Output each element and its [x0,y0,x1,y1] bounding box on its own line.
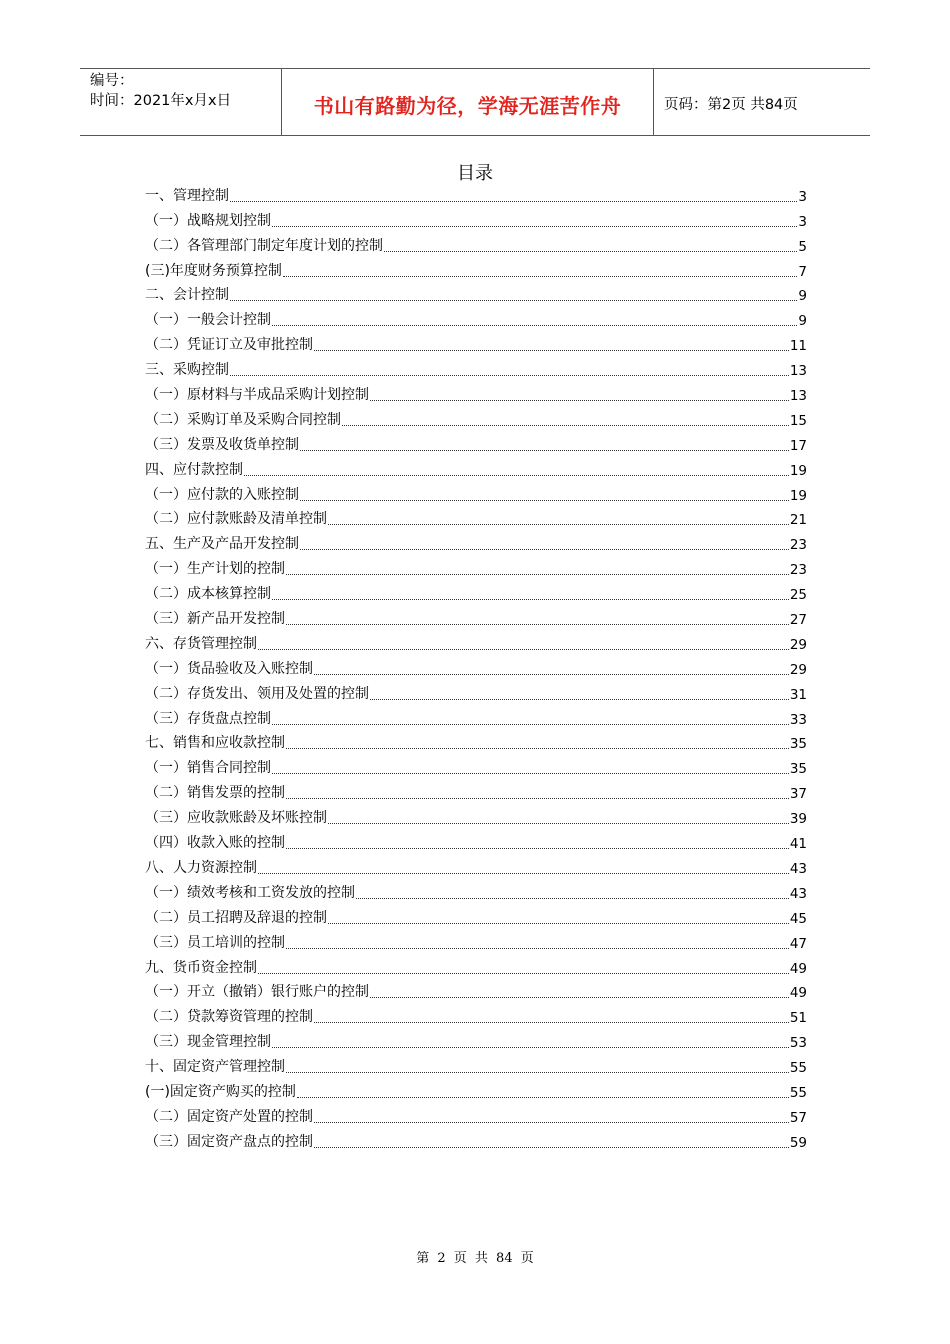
toc-leader-dots [272,598,789,600]
toc-entry-text: （二）员工招聘及辞退的控制 [145,909,327,926]
toc-leader-dots [272,772,789,774]
toc-entry-page: 45 [789,910,807,927]
toc-leader-dots [286,747,789,749]
toc-entry-page: 3 [798,188,807,205]
toc-entry[interactable] [145,358,807,383]
toc-entry-page: 49 [789,985,807,1002]
toc-entry-page: 9 [798,288,807,305]
toc-leader-dots [370,399,789,401]
toc-entry-text: 五、生产及产品开发控制 [145,536,299,553]
toc-entry[interactable] [145,981,807,1006]
toc-entry-page: 53 [789,1035,807,1052]
toc-entry-page: 19 [789,462,807,479]
toc-entry[interactable] [145,881,807,906]
toc-entry-text: （三）新产品开发控制 [145,611,285,628]
toc-entry-text: （二）应付款账龄及清单控制 [145,511,327,528]
toc-entry-page: 25 [789,587,807,604]
toc-entry-text: 七、销售和应收款控制 [145,735,285,752]
toc-entry-text: （二）贷款筹资管理的控制 [145,1009,313,1026]
toc-entry-text: （一）开立（撤销）银行账户的控制 [145,984,369,1001]
toc-entry-text: 十、固定资产管理控制 [145,1059,285,1076]
toc-entry[interactable] [145,433,807,458]
toc-entry[interactable] [145,806,807,831]
toc-entry-page: 21 [789,512,807,529]
toc-entry-text: 九、货币资金控制 [145,959,257,976]
toc-entry-text: （一）销售合同控制 [145,760,271,777]
toc-entry[interactable] [145,383,807,408]
toc-entry-text: （二）各管理部门制定年度计划的控制 [145,237,383,254]
toc-entry-text: 六、存货管理控制 [145,635,257,652]
toc-entry-text: 三、采购控制 [145,362,229,379]
toc-entry-text: （二）销售发票的控制 [145,785,285,802]
toc-entry-page: 13 [789,388,807,405]
toc-leader-dots [300,449,789,451]
toc-leader-dots [342,424,789,426]
header-page-info: 页码：第2页 共84页 [664,96,798,113]
toc-entry-page: 23 [789,562,807,579]
toc-entry-text: （二）成本核算控制 [145,586,271,603]
toc-entry-text: (三)年度财务预算控制 [145,262,282,279]
page-header [80,68,870,136]
toc-entry-text: （三）现金管理控制 [145,1034,271,1051]
toc-leader-dots [272,723,789,725]
toc-leader-dots [328,523,789,525]
toc-entry[interactable] [145,1030,807,1055]
toc-entry-page: 43 [789,885,807,902]
toc-entry[interactable] [145,856,807,881]
toc-entry-text: （一）原材料与半成品采购计划控制 [145,387,369,404]
toc-entry-page: 47 [789,935,807,952]
toc-leader-dots [314,1021,789,1023]
document-time-label: 时间：2021年x月x日 [90,93,232,109]
toc-leader-dots [328,922,789,924]
toc-leader-dots [370,698,789,700]
toc-entry-page: 35 [789,736,807,753]
toc-entry[interactable] [145,707,807,732]
toc-entry[interactable] [145,458,807,483]
toc-entry-page: 59 [789,1134,807,1151]
toc-entry[interactable] [145,781,807,806]
toc-entry-page: 5 [798,238,807,255]
toc-entry[interactable] [145,532,807,557]
table-of-contents [145,184,807,1155]
toc-leader-dots [314,349,789,351]
toc-leader-dots [230,299,797,301]
toc-entry[interactable] [145,508,807,533]
toc-entry-page: 43 [789,860,807,877]
toc-leader-dots [272,225,797,227]
toc-leader-dots [230,200,797,202]
toc-leader-dots [272,324,797,326]
toc-entry-text: （三）发票及收货单控制 [145,436,299,453]
toc-entry[interactable] [145,632,807,657]
toc-entry-page: 11 [789,338,807,355]
toc-entry[interactable] [145,682,807,707]
toc-entry-text: （二）存货发出、领用及处置的控制 [145,685,369,702]
toc-entry[interactable] [145,1105,807,1130]
toc-entry-text: （三）存货盘点控制 [145,710,271,727]
toc-entry-text: （二）凭证订立及审批控制 [145,337,313,354]
toc-entry-text: （三）应收款账龄及坏账控制 [145,810,327,827]
toc-leader-dots [297,1096,789,1098]
toc-entry[interactable] [145,308,807,333]
toc-entry[interactable] [145,1130,807,1155]
toc-entry[interactable] [145,1080,807,1105]
toc-entry-text: （二）固定资产处置的控制 [145,1108,313,1125]
toc-entry-page: 49 [789,960,807,977]
toc-entry[interactable] [145,284,807,309]
toc-entry[interactable] [145,483,807,508]
toc-entry-page: 3 [798,213,807,230]
toc-entry-page: 37 [789,786,807,803]
toc-title: 目录 [457,163,493,184]
toc-entry-text: （二）采购订单及采购合同控制 [145,411,341,428]
toc-entry-page: 29 [789,636,807,653]
toc-entry[interactable] [145,657,807,682]
toc-entry-page: 35 [789,761,807,778]
toc-entry-text: （三）固定资产盘点的控制 [145,1133,313,1150]
toc-leader-dots [314,673,789,675]
toc-entry[interactable] [145,582,807,607]
toc-entry[interactable] [145,234,807,259]
toc-entry-page: 55 [789,1084,807,1101]
toc-entry[interactable] [145,931,807,956]
toc-leader-dots [272,1046,789,1048]
toc-leader-dots [286,1071,789,1073]
toc-entry-page: 13 [789,363,807,380]
toc-entry[interactable] [145,209,807,234]
toc-leader-dots [244,474,789,476]
toc-entry-page: 23 [789,537,807,554]
toc-leader-dots [258,648,789,650]
toc-entry-text: （一）一般会计控制 [145,312,271,329]
toc-leader-dots [286,847,789,849]
toc-entry-text: 二、会计控制 [145,287,229,304]
toc-entry[interactable] [145,831,807,856]
toc-leader-dots [258,972,789,974]
toc-entry-page: 9 [798,313,807,330]
toc-entry[interactable] [145,184,807,209]
toc-entry-page: 7 [798,263,807,280]
toc-entry-text: （一）绩效考核和工资发放的控制 [145,884,355,901]
toc-entry-page: 51 [789,1010,807,1027]
header-motto: 书山有路勤为径，学海无涯苦作舟 [282,69,654,135]
toc-leader-dots [300,548,789,550]
toc-entry-page: 19 [789,487,807,504]
toc-entry-text: （一）货品验收及入账控制 [145,660,313,677]
document-number-label: 编号： [90,73,134,89]
toc-entry[interactable] [145,259,807,284]
toc-entry[interactable] [145,732,807,757]
toc-entry[interactable] [145,408,807,433]
toc-leader-dots [370,996,789,998]
toc-leader-dots [286,623,789,625]
toc-entry-text: （四）收款入账的控制 [145,835,285,852]
toc-entry-page: 39 [789,811,807,828]
toc-entry-text: 四、应付款控制 [145,461,243,478]
toc-leader-dots [283,275,797,277]
toc-entry-page: 15 [789,412,807,429]
toc-entry[interactable] [145,557,807,582]
toc-entry-page: 27 [789,612,807,629]
toc-entry-text: （三）员工培训的控制 [145,934,285,951]
toc-entry[interactable] [145,607,807,632]
toc-leader-dots [384,250,797,252]
toc-entry-page: 31 [789,686,807,703]
toc-entry-text: （一）应付款的入账控制 [145,486,299,503]
toc-entry[interactable] [145,1055,807,1080]
toc-leader-dots [300,499,789,501]
toc-entry-text: （一）生产计划的控制 [145,561,285,578]
page-footer: 第 2 页 共 84 页 [416,1251,534,1266]
toc-entry-page: 41 [789,836,807,853]
toc-leader-dots [230,374,789,376]
toc-entry[interactable] [145,756,807,781]
toc-entry-text: (一)固定资产购买的控制 [145,1083,296,1100]
toc-entry-page: 57 [789,1109,807,1126]
toc-entry[interactable] [145,1005,807,1030]
toc-leader-dots [314,1146,789,1148]
toc-entry-page: 29 [789,661,807,678]
header-meta [80,69,282,135]
toc-entry-page: 55 [789,1060,807,1077]
toc-entry[interactable] [145,906,807,931]
toc-leader-dots [286,947,789,949]
toc-entry-text: （一）战略规划控制 [145,212,271,229]
toc-entry-text: 八、人力资源控制 [145,859,257,876]
toc-entry[interactable] [145,956,807,981]
toc-entry[interactable] [145,333,807,358]
toc-entry-text: 一、管理控制 [145,187,229,204]
toc-leader-dots [328,822,789,824]
toc-entry-page: 17 [789,437,807,454]
toc-leader-dots [314,1121,789,1123]
toc-leader-dots [286,573,789,575]
toc-leader-dots [286,797,789,799]
toc-leader-dots [258,872,789,874]
toc-entry-page: 33 [789,711,807,728]
toc-leader-dots [356,897,789,899]
